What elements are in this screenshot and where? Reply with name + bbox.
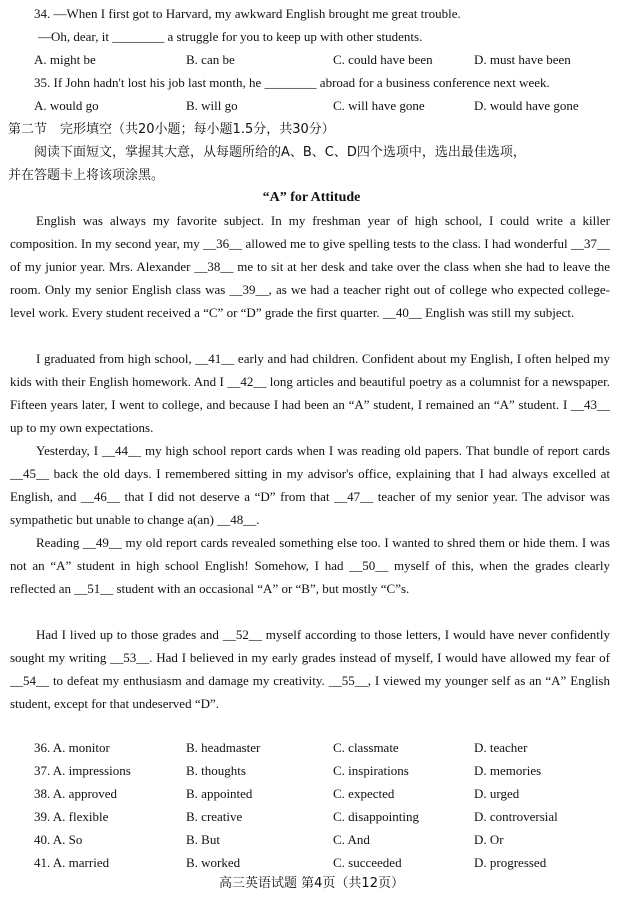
option-36-d: D. teacher bbox=[474, 740, 528, 755]
page-footer: 高三英语试题 第4页（共12页） bbox=[219, 876, 404, 891]
option-41-c: C. succeeded bbox=[333, 855, 402, 870]
options-row bbox=[34, 736, 614, 759]
q35-stem: 35. If John hadn't lost his job last month, he ________ abroad for a business conference next week. bbox=[34, 75, 550, 90]
section-heading: 第二节 完形填空（共20小题；每小题1.5分，共30分） bbox=[8, 122, 335, 137]
options-row bbox=[34, 828, 614, 851]
option-37-d: D. memories bbox=[474, 763, 542, 778]
option-39-b: B. creative bbox=[186, 809, 243, 824]
option-39-a: 39. A. flexible bbox=[34, 809, 109, 824]
q35-option-d: D. would have gone bbox=[474, 98, 579, 113]
options-row bbox=[34, 782, 614, 805]
passage-paragraph-1: English was always my favorite subject. In my freshman year of high school, I could write a killer composition. In my second year, my __36__ allowed me to give spelling tests to the class. I had wonderful __37__ of my junior year. Mrs. Alexander __38__ me to sit at her desk and take over the class when she had to leave the room. Only my senior English class was __39__, as we had a teacher right out of college who expected college-level work. Every student received a “C” or “D” grade the first quarter. __40__ English was still my subject. bbox=[10, 213, 610, 320]
option-37-a: 37. A. impressions bbox=[34, 763, 131, 778]
q35-options bbox=[34, 94, 614, 117]
option-41-b: B. worked bbox=[186, 855, 241, 870]
q35-option-c: C. will have gone bbox=[333, 98, 425, 113]
option-38-d: D. urged bbox=[474, 786, 520, 801]
q35-option-a: A. would go bbox=[34, 98, 99, 113]
option-39-c: C. disappointing bbox=[333, 809, 419, 824]
passage-paragraph-5: Had I lived up to those grades and __52__ myself according to those letters, I would have never confidently sought my writing __53__. Had I believed in my early grades instead of myself, I would have allowed my fear of __54__ to defeat my enthusiasm and damage my creativity. __55__, I viewed my younger self as an “A” English student, except for that undeserved “D”. bbox=[10, 627, 610, 711]
passage-paragraph-2: I graduated from high school, __41__ early and had children. Confident about my English, I often helped my kids with their English homework. And I __42__ long articles and beautiful poetry as a columnist for a newspaper. Fifteen years later, I went to college, and because I had been an “A” student, I remained an “A” student. I __43__ up to my own expectations. bbox=[10, 351, 610, 435]
option-41-a: 41. A. married bbox=[34, 855, 110, 870]
option-36-b: B. headmaster bbox=[186, 740, 261, 755]
q34-response: —Oh, dear, it ________ a struggle for you to keep up with other students. bbox=[38, 29, 423, 44]
option-40-d: D. Or bbox=[474, 832, 504, 847]
options-row bbox=[34, 759, 614, 782]
option-41-d: D. progressed bbox=[474, 855, 547, 870]
options-row bbox=[34, 805, 614, 828]
q35-option-b: B. will go bbox=[186, 98, 238, 113]
option-38-b: B. appointed bbox=[186, 786, 253, 801]
passage-paragraph-3: Yesterday, I __44__ my high school report cards when I was reading old papers. That bundle of report cards __45__ back the old days. I remembered sitting in my advisor's office, explaining that I had always excelled at English, and __46__ that I did not deserve a “D” from that __47__ teacher of my senior year. The advisor was sympathetic but unable to change a(an) __48__. bbox=[10, 443, 610, 527]
section-instruction-2: 并在答题卡上将该项涂黑。 bbox=[8, 168, 165, 183]
q34-option-c: C. could have been bbox=[333, 52, 433, 67]
option-36-c: C. classmate bbox=[333, 740, 399, 755]
q34-stem: 34. —When I first got to Harvard, my awkward English brought me great trouble. bbox=[34, 6, 461, 21]
q34-options bbox=[34, 48, 614, 71]
option-40-c: C. And bbox=[333, 832, 370, 847]
option-37-c: C. inspirations bbox=[333, 763, 409, 778]
section-instruction-1: 阅读下面短文，掌握其大意，从每题所给的A、B、C、D四个选项中，选出最佳选项， bbox=[34, 145, 526, 160]
option-40-b: B. But bbox=[186, 832, 220, 847]
option-40-a: 40. A. So bbox=[34, 832, 83, 847]
option-39-d: D. controversial bbox=[474, 809, 558, 824]
q34-option-a: A. might be bbox=[34, 52, 96, 67]
option-37-b: B. thoughts bbox=[186, 763, 246, 778]
q34-option-d: D. must have been bbox=[474, 52, 571, 67]
q34-option-b: B. can be bbox=[186, 52, 235, 67]
option-38-a: 38. A. approved bbox=[34, 786, 118, 801]
options-row bbox=[34, 851, 614, 874]
passage-paragraph-4: Reading __49__ my old report cards revealed something else too. I wanted to shred them or hide them. I was not an “A” student in high school English! Somehow, I had __50__ myself of this, when the grades clearly reflected an __51__ student with an occasional “A” or “B”, but mostly “C”s. bbox=[10, 535, 610, 596]
passage-title: “A” for Attitude bbox=[262, 190, 361, 205]
option-38-c: C. expected bbox=[333, 786, 395, 801]
option-36-a: 36. A. monitor bbox=[34, 740, 110, 755]
